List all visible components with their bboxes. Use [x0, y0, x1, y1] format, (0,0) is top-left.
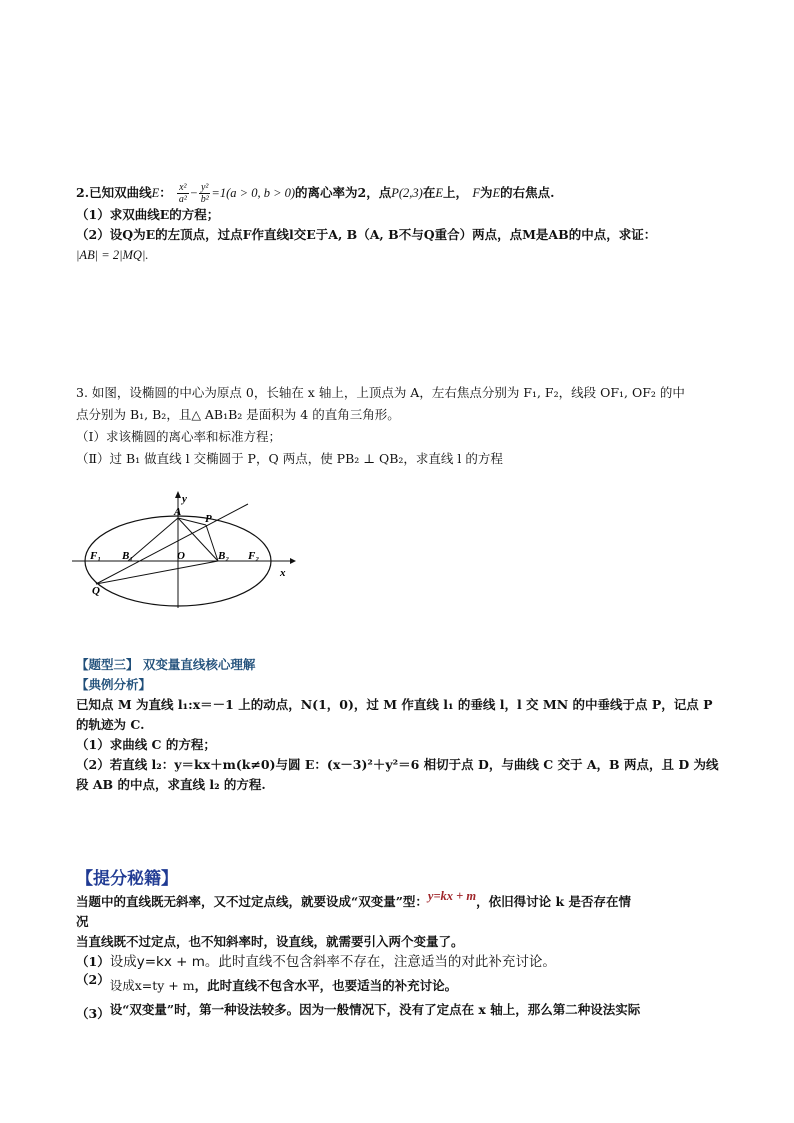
stem-text: 在	[422, 185, 436, 200]
problem-3-line: （Ⅰ）求该椭圆的离心率和标准方程；	[76, 429, 281, 444]
point-p: P(2,3)	[391, 186, 423, 200]
denominator: b²	[200, 194, 209, 205]
numerator: y²	[200, 182, 209, 193]
item-text: ，此时直线不包含水平，也要适当的补充讨论。	[194, 978, 458, 993]
section-subtitle: 【典例分析】	[76, 677, 152, 692]
segment-a-p	[178, 518, 206, 525]
numerator: x²	[179, 182, 187, 193]
tips-item-1	[76, 952, 726, 972]
math-symbol: E	[435, 186, 443, 200]
fraction-y-over-b	[199, 182, 210, 205]
math-symbol: E	[151, 186, 160, 200]
segment-q-b2	[96, 561, 218, 584]
minus-sign: −	[189, 186, 198, 200]
math-symbol: F	[472, 186, 481, 200]
item-number: （3）	[76, 1006, 110, 1021]
stem-text: 的离心率为2，点	[295, 185, 392, 200]
label-p: P	[205, 513, 212, 525]
item-text: 设成y=kx + m。此时直线不包含斜率不存在，注意适当的对此补充讨论。	[109, 954, 556, 970]
segment-p-b2	[206, 525, 218, 561]
tips-item-2	[76, 972, 726, 996]
problem-2-stem	[76, 182, 726, 205]
section-type-3	[76, 655, 726, 795]
question-2-formula: |AB| = 2|MQ|.	[76, 248, 149, 262]
stem-text: 已知双曲线	[89, 185, 152, 200]
example-line: 已知点 M 为直线 l₁:x＝－1 上的动点，N(1，0)，过 M 作直线 l₁ 的垂线 l，l 交 MN 的中垂线于点 P，记点 P	[76, 697, 713, 712]
x-axis-arrow	[290, 558, 296, 564]
question-1: （1）求双曲线E的方程；	[76, 207, 220, 222]
problem-number: 2.	[76, 185, 90, 200]
label-a: A	[174, 506, 182, 518]
item-text: 设“双变量”时，第一种设法较多。因为一般情况下，没有了定点在 x 轴上，那么第二种设法实际	[109, 1002, 641, 1017]
tips-text: 当题中的直线既无斜率，又不过定点线，就要设成“双变量”型：	[76, 894, 428, 909]
stem-text: 为	[480, 185, 493, 200]
label-b1: B₁	[122, 550, 134, 562]
example-line: 段 AB 的中点，求直线 l₂ 的方程.	[76, 777, 266, 792]
tips-line-3: 当直线既不过定点，也不知斜率时，设直线，就需要引入两个变量了。	[76, 934, 464, 949]
tips-text: ，依旧得讨论 k 是否存在情	[476, 894, 632, 909]
section-title: 【题型三】 双变量直线核心理解	[76, 657, 256, 672]
formula-x-ty-m: 设成x=ty + m	[109, 978, 195, 993]
equation-condition: =1(a > 0, b > 0)	[211, 186, 296, 200]
problem-3	[76, 382, 726, 470]
item-number: （2）	[76, 972, 110, 987]
example-line: （1）求曲线 C 的方程；	[76, 737, 216, 752]
label-x: x	[280, 567, 286, 579]
label-f1: F₁	[90, 550, 102, 562]
problem-3-line: （Ⅱ）过 B₁ 做直线 l 交椭圆于 P，Q 两点，使 PB₂ ⊥ QB₂，求直线 l 的方程	[76, 451, 503, 466]
tips-body	[76, 889, 726, 1021]
label-q: Q	[92, 585, 100, 597]
y-axis-arrow	[175, 491, 181, 498]
colon: ：	[159, 185, 172, 200]
problem-3-line: 点分别为 B₁, B₂，且△ AB₁B₂ 是面积为 4 的直角三角形。	[76, 407, 400, 422]
tips-line-1	[76, 889, 726, 912]
example-line: 的轨迹为 C.	[76, 717, 145, 732]
ellipse-figure	[66, 488, 302, 612]
example-line: （2）若直线 l₂：y＝kx＋m(k≠0)与圆 E：(x－3)²＋y²＝6 相切于点 D，与曲线 C 交于 A，B 两点，且 D 为线	[76, 757, 719, 772]
tips-title: 【提分秘籍】	[76, 869, 178, 889]
tips-item-3	[76, 1000, 726, 1020]
label-f2: F₂	[248, 550, 260, 562]
label-y: y	[182, 493, 187, 505]
math-symbol: E	[492, 186, 501, 200]
tips-line-2: 况	[76, 914, 89, 929]
problem-3-line: 3. 如图，设椭圆的中心为原点 0，长轴在 x 轴上，上顶点为 A，左右焦点分别为 F₁, F₂，线段 OF₁, OF₂ 的中	[76, 385, 685, 400]
denominator: a²	[178, 194, 187, 205]
fraction-x-over-a	[177, 182, 188, 205]
item-number: （1）	[76, 954, 110, 969]
question-2: （2）设Q为E的左顶点，过点F作直线l交E于A, B（A, B不与Q重合）两点，点M是AB的中点，求证：	[76, 227, 657, 242]
label-b2: B₂	[218, 550, 230, 562]
stem-text: 上，	[443, 185, 469, 200]
problem-2	[76, 182, 726, 265]
stem-text: 的右焦点.	[500, 185, 555, 200]
label-o: O	[177, 550, 185, 562]
formula-y-kx-m: y=kx + m	[427, 889, 477, 903]
